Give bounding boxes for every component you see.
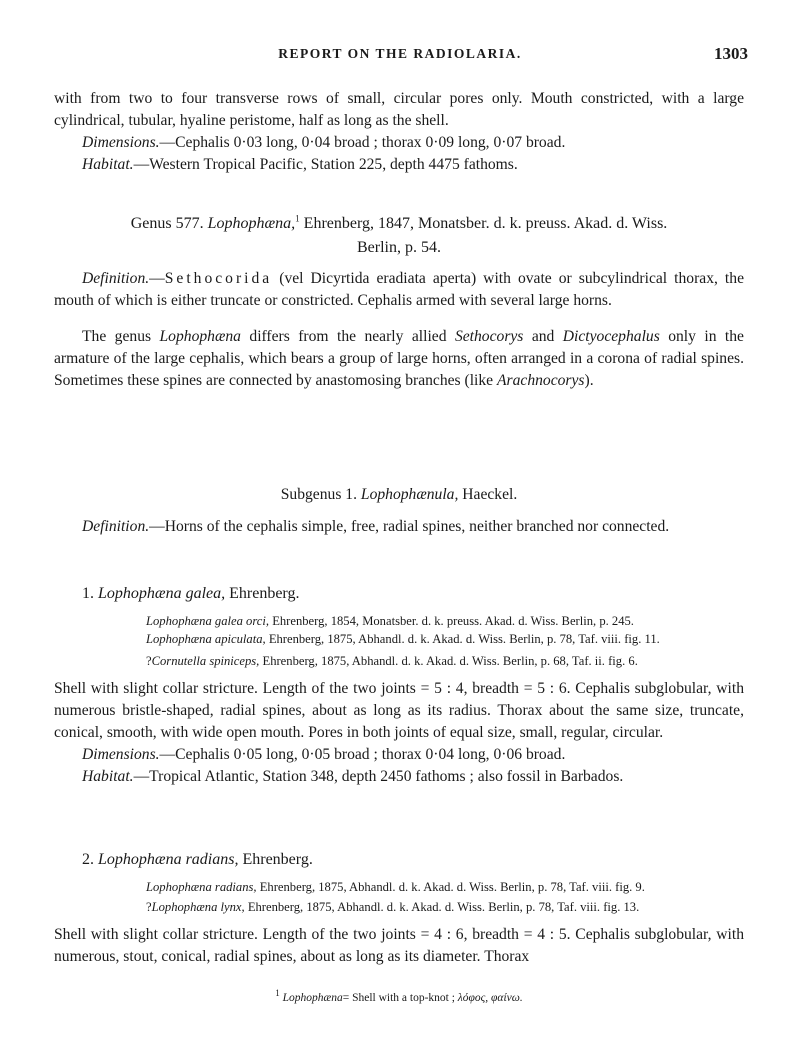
synonym-name: Cornutella spiniceps, [151,654,260,668]
synonym-entry [54,630,744,648]
subgenus-section [54,484,744,538]
discussion-genus-name: Lophophæna [159,328,241,345]
species-1 [54,582,744,788]
genus-section [54,212,744,392]
synonym-reference: Ehrenberg, 1875, Abhandl. d. k. Akad. d. Wiss. Berlin, p. 78, Taf. viii. fig. 9. [259,880,645,894]
species-name: Lophophæna galea, [98,585,226,602]
synonymy-list [54,878,744,916]
genus-citation-line1: Ehrenberg, 1847, Monatsber. d. k. preuss. Akad. d. Wiss. [303,215,668,232]
synonym-reference: Ehrenberg, 1875, Abhandl. d. k. Akad. d. Wiss. Berlin, p. 78, Taf. viii. fig. 13. [247,900,640,914]
subgenus-definition-text: —Horns of the cephalis simple, free, radial spines, neither branched nor connected. [149,518,670,535]
synonym-name: Lophophæna radians, [146,880,257,894]
continuation-dimensions [54,132,744,154]
habitat-label: Habitat. [82,768,134,785]
species-description: Shell with slight collar stricture. Length of the two joints = 4 : 6, breadth = 4 : 5. Cephalis subglobular, with numerous, stout, conical, radial spines, about as long as its diameter. Thorax [54,926,744,965]
definition-text: (vel Dicyrtida eradiata aperta) with ovate or subcylindrical thorax, the mouth of which is either truncate or constricted. Cephalis armed with several large horns. [54,270,744,309]
habitat-text: —Tropical Atlantic, Station 348, depth 2450 fathoms ; also fossil in Barbados. [133,768,624,785]
page-number: 1303 [714,44,748,63]
discussion-text-2: differs from the nearly allied [249,328,447,345]
species-name: Lophophæna radians, [98,851,239,868]
habitat-text: —Western Tropical Pacific, Station 225, depth 4475 fathoms. [133,156,518,173]
discussion-ally-3: Arachnocorys [497,372,585,389]
subgenus-prefix: Subgenus 1. [280,486,357,503]
synonym-prefix: ? [146,654,152,668]
genus-heading [54,212,744,260]
genus-name: Lophophæna, [207,215,296,232]
footnote-definition: = Shell with a top-knot ; [342,992,455,1004]
species-dimensions [54,744,744,766]
species-heading [54,848,744,872]
synonym-name: Lophophæna galea orci, [146,614,270,628]
genus-prefix: Genus 577. [130,215,204,232]
discussion-text-3: only in the armature of the large cephalis, which bears a group of large horns, often arranged in a corona of radial spines. Sometimes these spines are connected by anastomosing branches (like [54,328,744,389]
synonym-name: Lophophæna lynx, [151,900,245,914]
synonym-prefix: ? [146,900,152,914]
continuation-text: with from two to four transverse rows of small, circular pores only. Mouth constricted, with a large cylindrical, tubular, hyaline peristome, half as long as the shell. [54,90,744,129]
subgenus-definition [54,516,744,538]
species-heading [54,582,744,606]
synonym-entry [54,898,744,916]
footnote-mark: 1 [275,988,280,999]
species-number: 2. [82,851,94,868]
synonymy-list [54,612,744,670]
dimensions-label: Dimensions. [82,746,160,763]
definition-dash: — [149,270,165,287]
genus-discussion [54,326,744,392]
synonym-entry [54,652,744,670]
footnote [54,990,744,1006]
footnote-term: Lophophæna [282,992,343,1004]
subgenus-definition-label: Definition. [82,518,150,535]
species-description: Shell with slight collar stricture. Length of the two joints = 5 : 4, breadth = 5 : 6. Cephalis subglobular, with numerous bristle-shaped, radial spines, about as long as its radius. Thorax about the same size, truncate, conical, smooth, with wide open mouth. Pores in both joints of equal size, small, regular, circular. [54,680,744,741]
dimensions-text: —Cephalis 0·03 long, 0·04 broad ; thorax 0·09 long, 0·07 broad. [159,134,566,151]
species-habitat [54,766,744,788]
dimensions-text: —Cephalis 0·05 long, 0·05 broad ; thorax 0·04 long, 0·06 broad. [159,746,566,763]
discussion-ally-2: Dictyocephalus [562,328,660,345]
discussion-end: ). [584,372,594,389]
synonym-entry [54,878,744,896]
definition-group: Sethocorida [164,270,273,287]
subgenus-heading [54,484,744,506]
habitat-label: Habitat. [82,156,134,173]
footnote-marker: 1 [295,213,300,224]
synonym-entry [54,612,744,630]
running-title: REPORT ON THE RADIOLARIA. [278,46,522,61]
subgenus-author: Haeckel. [462,486,518,503]
synonym-name: Lophophæna apiculata, [146,632,266,646]
discussion-text-1: The genus [82,328,152,345]
definition-label: Definition. [82,270,150,287]
page-header [0,44,800,68]
footnote-greek: λόφος, φαίνω. [457,992,523,1004]
species-author: Ehrenberg. [242,851,313,868]
footnote-text [54,990,744,1006]
synonym-reference: Ehrenberg, 1854, Monatsber. d. k. preuss. Akad. d. Wiss. Berlin, p. 245. [272,614,634,628]
continuation-block [54,88,744,176]
species-2 [54,848,744,968]
species-author: Ehrenberg. [229,585,300,602]
genus-definition [54,268,744,312]
synonym-reference: Ehrenberg, 1875, Abhandl. d. k. Akad. d. Wiss. Berlin, p. 68, Taf. ii. fig. 6. [262,654,638,668]
dimensions-label: Dimensions. [82,134,160,151]
discussion-and: and [531,328,555,345]
continuation-habitat [54,154,744,176]
species-number: 1. [82,585,94,602]
discussion-ally-1: Sethocorys [454,328,524,345]
genus-citation-line2: Berlin, p. 54. [357,239,441,256]
synonym-reference: Ehrenberg, 1875, Abhandl. d. k. Akad. d. Wiss. Berlin, p. 78, Taf. viii. fig. 11. [268,632,660,646]
subgenus-name: Lophophænula, [360,486,459,503]
